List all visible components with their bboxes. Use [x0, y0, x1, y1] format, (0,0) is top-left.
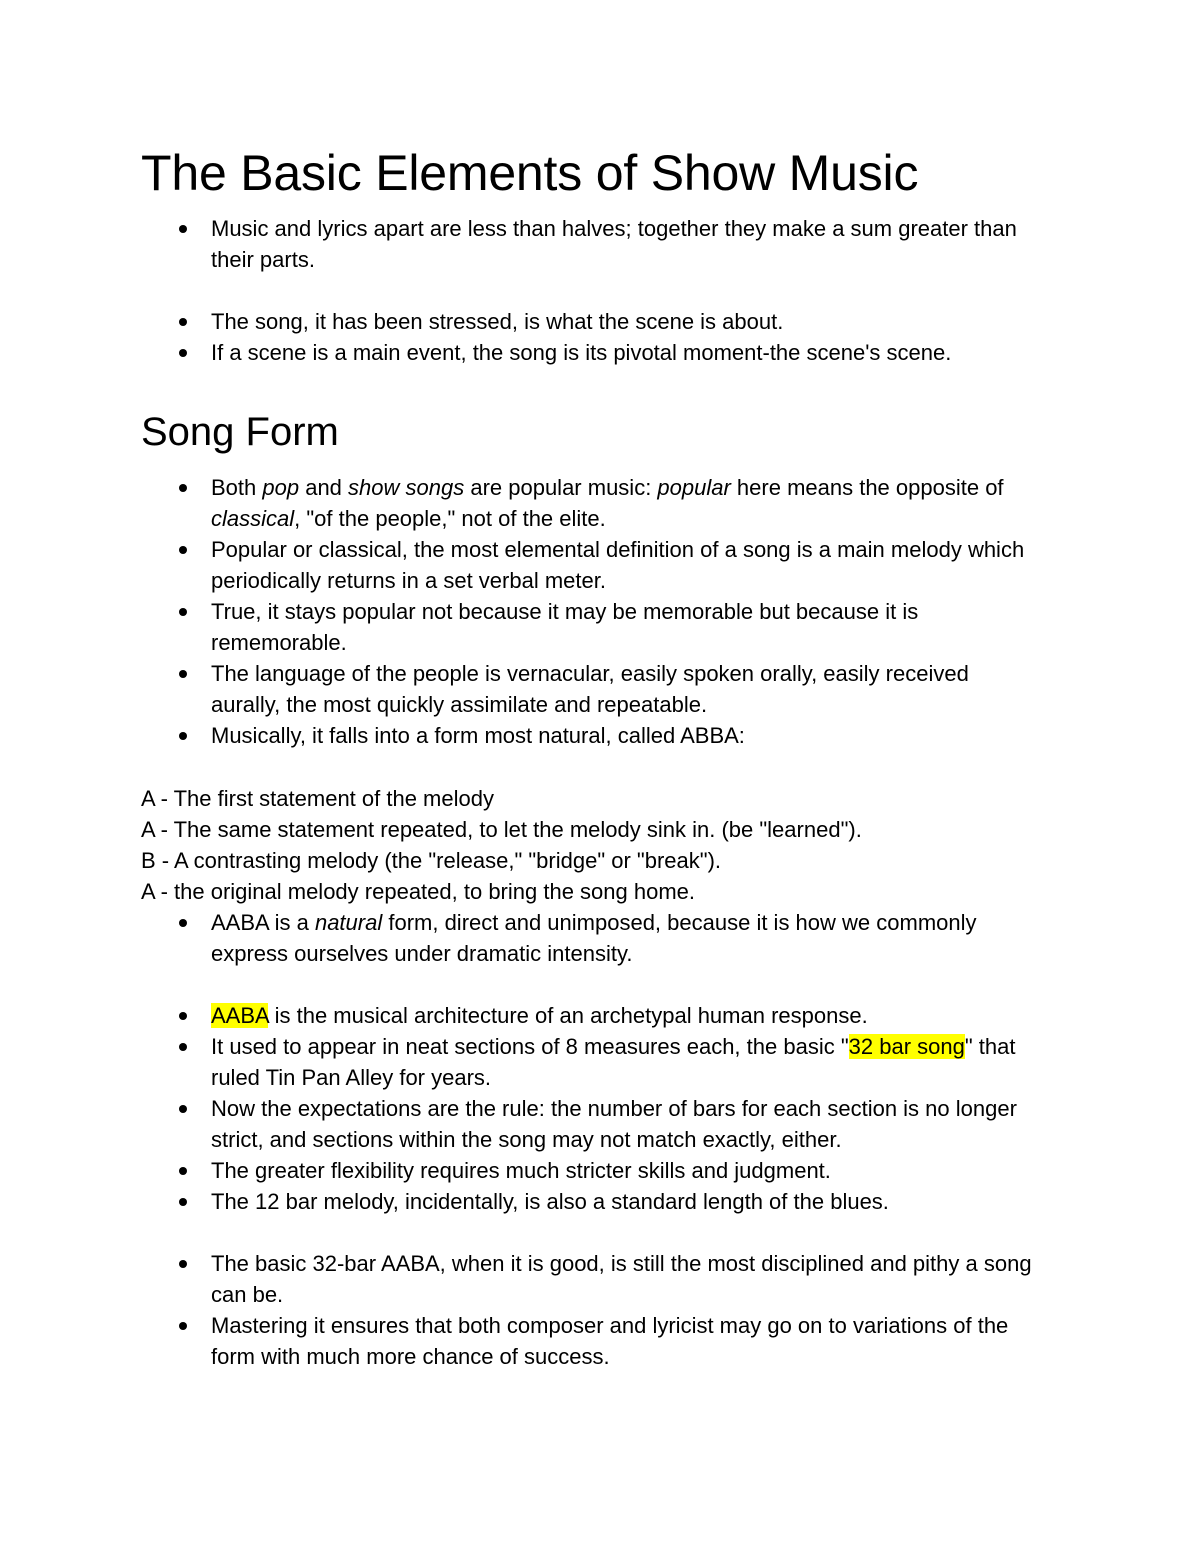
list-item: Popular or classical, the most elemental definition of a song is a main melody which periodically returns in a set verbal meter. [0, 534, 1041, 596]
text-run: It used to appear in neat sections of 8 measures each, the basic " [211, 1034, 849, 1059]
form-line: A - The same statement repeated, to let the melody sink in. (be "learned"). [141, 817, 862, 842]
list-item: Music and lyrics apart are less than halves; together they make a sum greater than their parts. [0, 213, 1041, 275]
highlight-aaba: AABA [211, 1003, 269, 1028]
page-title: The Basic Elements of Show Music [141, 145, 919, 201]
emphasis-pop: pop [262, 475, 300, 500]
text-run: Both [211, 475, 263, 500]
list-item-32-bar [0, 1031, 1041, 1093]
emphasis-show-songs: show songs [348, 475, 465, 500]
list-item-natural [0, 907, 1041, 969]
emphasis-classical: classical [211, 506, 295, 531]
section-heading-song-form: Song Form [141, 410, 339, 454]
emphasis-natural: natural [314, 910, 383, 935]
emphasis-popular: popular [657, 475, 731, 500]
list-item-pop-show [0, 472, 1041, 534]
text-run: is the musical architecture of an archetypal human response. [268, 1003, 868, 1028]
form-line: A - The first statement of the melody [141, 786, 494, 811]
list-item: If a scene is a main event, the song is its pivotal moment-the scene's scene. [0, 337, 1041, 368]
highlight-32-bar-song: 32 bar song [848, 1034, 965, 1059]
list-item: Mastering it ensures that both composer and lyricist may go on to variations of the form with much more chance of success. [0, 1310, 1041, 1372]
text-run: are popular music: [464, 475, 658, 500]
list-item: The basic 32-bar AABA, when it is good, is still the most disciplined and pithy a song can be. [0, 1248, 1041, 1310]
form-line: A - the original melody repeated, to bring the song home. [141, 879, 696, 904]
text-run: AABA is a [211, 910, 315, 935]
song-form-bullet-list [0, 472, 1041, 751]
list-item: The language of the people is vernacular, easily spoken orally, easily received aurally, the most quickly assimilate and repeatable. [0, 658, 1041, 720]
aaba-bullet-list [0, 907, 1041, 1372]
list-item: Musically, it falls into a form most natural, called ABBA: [0, 720, 1041, 751]
form-lines [141, 783, 862, 907]
list-item-architecture [0, 1000, 1041, 1031]
intro-bullet-list [0, 213, 1041, 368]
list-item: The 12 bar melody, incidentally, is also a standard length of the blues. [0, 1186, 1041, 1217]
text-run: , "of the people," not of the elite. [294, 506, 606, 531]
text-run: here means the opposite of [730, 475, 1004, 500]
form-line: B - A contrasting melody (the "release," "bridge" or "break"). [141, 848, 722, 873]
text-run: form, direct and unimposed, because it is how we commonly express ourselves under dramatic intensity. [211, 910, 977, 966]
text-run: " that ruled Tin Pan Alley for years. [211, 1034, 1016, 1090]
list-item: The greater flexibility requires much stricter skills and judgment. [0, 1155, 1041, 1186]
list-item: Now the expectations are the rule: the number of bars for each section is no longer strict, and sections within the song may not match exactly, either. [0, 1093, 1041, 1155]
text-run: and [299, 475, 349, 500]
list-item: The song, it has been stressed, is what the scene is about. [0, 306, 1041, 337]
list-item: True, it stays popular not because it may be memorable but because it is rememorable. [0, 596, 1041, 658]
